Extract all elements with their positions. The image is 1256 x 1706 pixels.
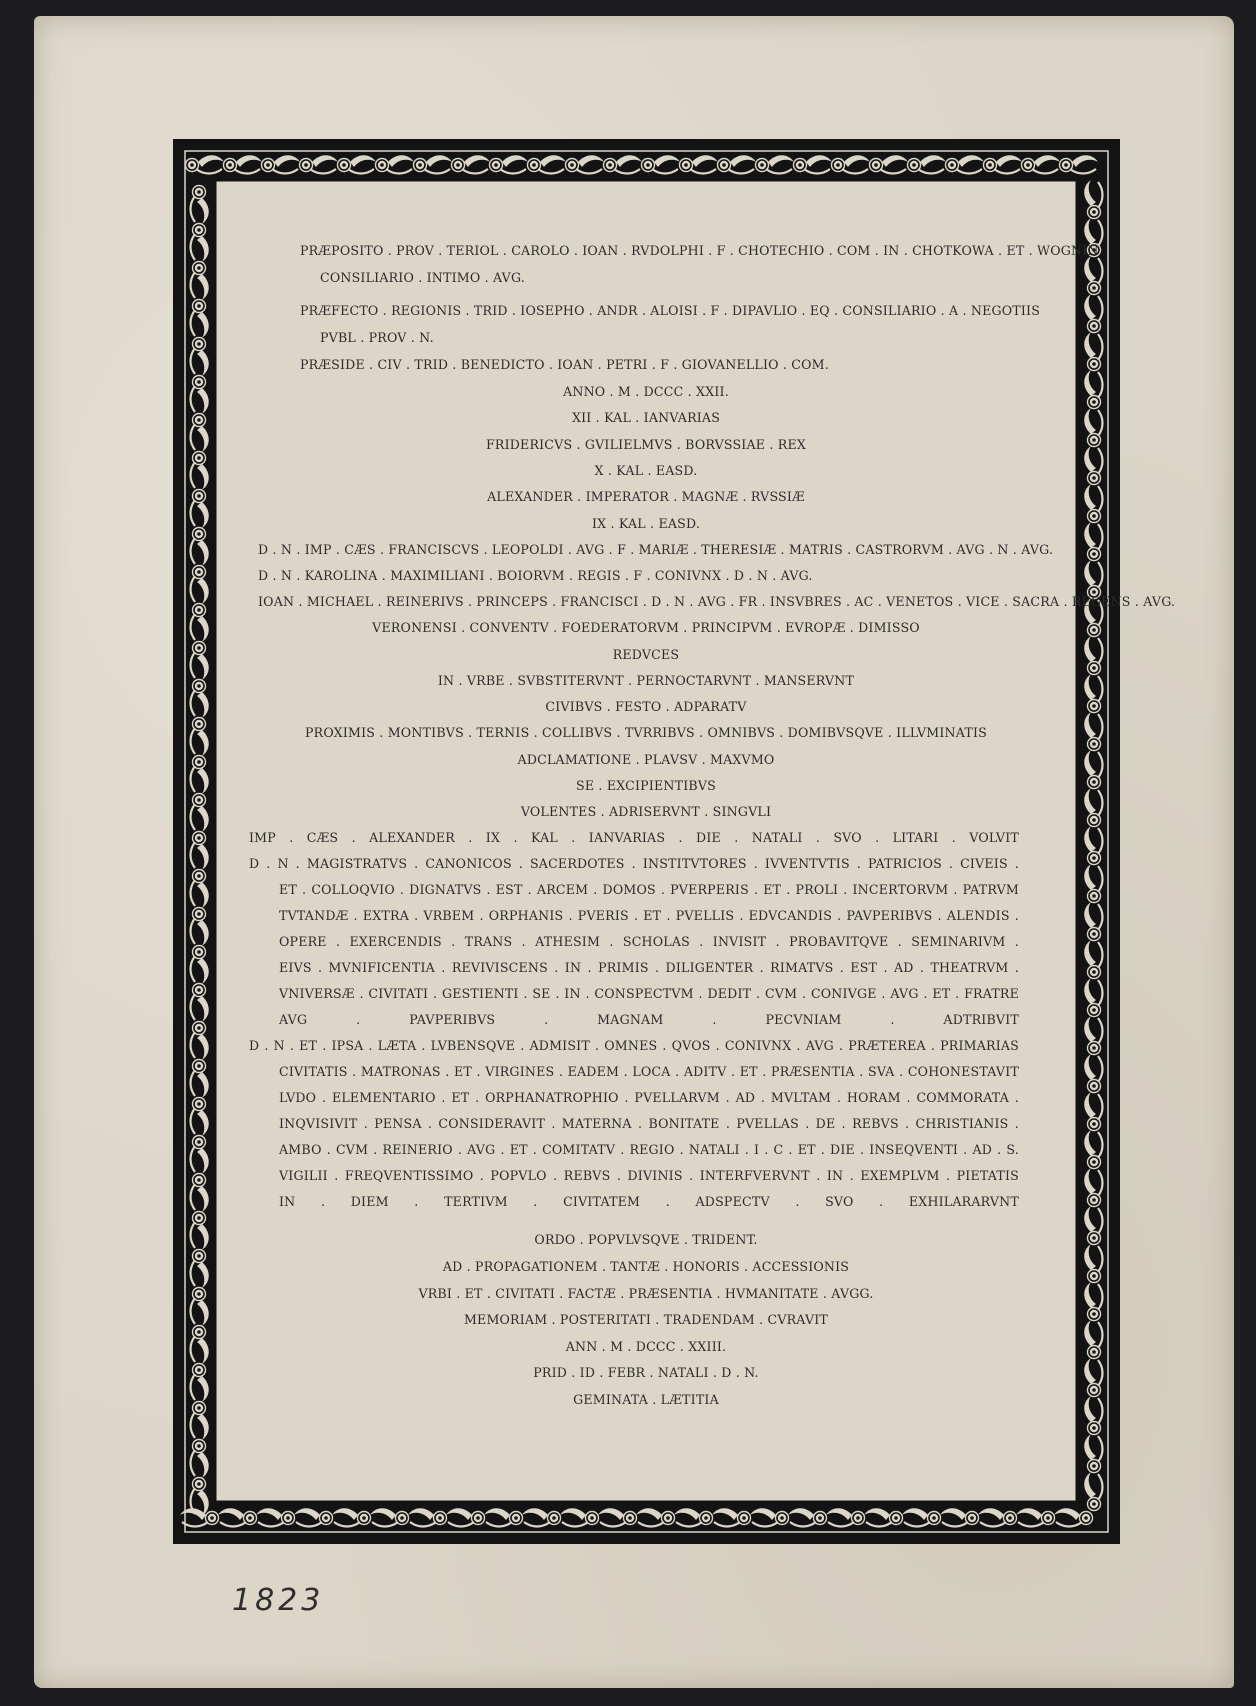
- header-line-5: PRÆSIDE . CIV . TRID . BENEDICTO . IOAN . PETRI . F . GIOVANELLIO . COM.: [300, 357, 829, 372]
- body-line-4: TVTANDÆ . EXTRA . VRBEM . ORPHANIS . PVERIS . ET . PVELLIS . EDVCANDIS . PAVPERIBVS . ALENDIS .: [279, 908, 1019, 923]
- body-line-14: VIGILII . FREQVENTISSIMO . POPVLO . REBVS . DIVINIS . INTERFVERVNT . IN . EXEMPLVM . PIETATIS: [279, 1168, 1019, 1183]
- footer-line-3: VRBI . ET . CIVITATI . FACTÆ . PRÆSENTIA . HVMANITATE . AVGG.: [418, 1286, 874, 1301]
- body-line-1: IMP . CÆS . ALEXANDER . IX . KAL . IANVARIAS . DIE . NATALI . SVO . LITARI . VOLVIT: [249, 830, 1019, 845]
- body-line-3: ET . COLLOQVIO . DIGNATVS . EST . ARCEM . DOMOS . PVERPERIS . ET . PROLI . INCERTORVM . PATRVM: [279, 882, 1019, 897]
- footer-line-2: AD . PROPAGATIONEM . TANTÆ . HONORIS . ACCESSIONIS: [442, 1259, 850, 1274]
- person-archduke: IOAN . MICHAEL . REINERIVS . PRINCEPS . FRANCISCI . D . N . AVG . FR . INSVBRES . AC . VENETOS . VICE . SACRA . REGENS . AVG.: [258, 594, 1176, 609]
- footer-line-6: PRID . ID . FEBR . NATALI . D . N.: [533, 1365, 759, 1380]
- body-line-12: INQVISIVIT . PENSA . CONSIDERAVIT . MATERNA . BONITATE . PVELLAS . DE . REBVS . CHRISTIANIS .: [279, 1116, 1019, 1131]
- centered-line-8: VOLENTES . ADRISERVNT . SINGVLI: [520, 804, 772, 819]
- footer-line-1: ORDO . POPVLVSQVE . TRIDENT.: [534, 1232, 758, 1247]
- header-line-4: PVBL . PROV . N.: [320, 330, 434, 345]
- person-empress: D . N . KAROLINA . MAXIMILIANI . BOIORVM . REGIS . F . CONIVNX . D . N . AVG.: [258, 568, 813, 583]
- body-line-13: AMBO . CVM . REINERIO . AVG . ET . COMITATV . REGIO . NATALI . I . C . ET . DIE . INSEQVENTI . AD . S.: [279, 1142, 1019, 1157]
- body-line-9: D . N . ET . IPSA . LÆTA . LVBENSQVE . ADMISIT . OMNES . QVOS . CONIVNX . AVG . PRÆTEREA . PRIMARIAS: [249, 1038, 1019, 1053]
- centered-line-1: VERONENSI . CONVENTV . FOEDERATORVM . PRINCIPVM . EVROPÆ . DIMISSO: [372, 620, 920, 635]
- body-line-8: AVG . PAVPERIBVS . MAGNAM . PECVNIAM . ADTRIBVIT: [279, 1012, 1019, 1027]
- date-xii-kal: XII . KAL . IANVARIAS: [571, 410, 721, 425]
- centered-line-3: IN . VRBE . SVBSTITERVNT . PERNOCTARVNT . MANSERVNT: [437, 673, 855, 688]
- date-x-kal: X . KAL . EASD.: [594, 463, 698, 478]
- centered-line-7: SE . EXCIPIENTIBVS: [576, 778, 716, 793]
- header-line-3: PRÆFECTO . REGIONIS . TRID . IOSEPHO . ANDR . ALOISI . F . DIPAVLIO . EQ . CONSILIARIO . A . NEGOTIIS: [300, 303, 1041, 318]
- body-line-6: EIVS . MVNIFICENTIA . REVIVISCENS . IN . PRIMIS . DILIGENTER . RIMATVS . EST . AD . THEATRVM .: [279, 960, 1019, 975]
- person-emperor: D . N . IMP . CÆS . FRANCISCVS . LEOPOLDI . AVG . F . MARIÆ . THERESIÆ . MATRIS . CASTRORVM . AVG . N . AVG.: [258, 542, 1054, 557]
- centered-line-2: REDVCES: [612, 647, 680, 662]
- handwritten-year-note: 1823: [232, 1583, 325, 1618]
- body-line-15: IN . DIEM . TERTIVM . CIVITATEM . ADSPECTV . SVO . EXHILARARVNT: [279, 1194, 1019, 1209]
- date-ix-kal: IX . KAL . EASD.: [591, 516, 701, 531]
- body-line-10: CIVITATIS . MATRONAS . ET . VIRGINES . EADEM . LOCA . ADITV . ET . PRÆSENTIA . SVA . COHONESTAVIT: [279, 1064, 1019, 1079]
- inscription: [215, 180, 1176, 1502]
- centered-line-5: PROXIMIS . MONTIBVS . TERNIS . COLLIBVS . TVRRIBVS . OMNIBVS . DOMIBVSQVE . ILLVMINATIS: [305, 725, 987, 740]
- centered-line-6: ADCLAMATIONE . PLAVSV . MAXVMO: [517, 752, 775, 767]
- header-line-1: PRÆPOSITO . PROV . TERIOL . CAROLO . IOAN . RVDOLPHI . F . CHOTECHIO . COM . IN . CHOTKOWA . ET . WOGNIN: [300, 243, 1099, 258]
- body-line-11: LVDO . ELEMENTARIO . ET . ORPHANATROPHIO . PVELLARVM . AD . MVLTAM . HORAM . COMMORATA .: [279, 1090, 1019, 1105]
- king-prussia: FRIDERICVS . GVILIELMVS . BORVSSIAE . REX: [485, 437, 807, 452]
- body-line-5: OPERE . EXERCENDIS . TRANS . ATHESIM . SCHOLAS . INVISIT . PROBAVITQVE . SEMINARIVM .: [279, 934, 1019, 949]
- centered-line-4: CIVIBVS . FESTO . ADPARATV: [545, 699, 747, 714]
- body-line-7: VNIVERSÆ . CIVITATI . GESTIENTI . SE . IN . CONSPECTVM . DEDIT . CVM . CONIVGE . AVG . ET . FRATRE: [279, 986, 1019, 1001]
- header-line-2: CONSILIARIO . INTIMO . AVG.: [320, 270, 525, 285]
- date-1822: ANNO . M . DCCC . XXII.: [563, 384, 729, 399]
- body-line-2: D . N . MAGISTRATVS . CANONICOS . SACERDOTES . INSTITVTORES . IVVENTVTIS . PATRICIOS . CIVEIS .: [249, 856, 1019, 871]
- footer-line-7: GEMINATA . LÆTITIA: [573, 1392, 719, 1407]
- footer-date-1823: ANN . M . DCCC . XXIII.: [565, 1339, 727, 1354]
- emperor-russia: ALEXANDER . IMPERATOR . MAGNÆ . RVSSIÆ: [487, 489, 805, 504]
- footer-line-4: MEMORIAM . POSTERITATI . TRADENDAM . CVRAVIT: [463, 1312, 829, 1327]
